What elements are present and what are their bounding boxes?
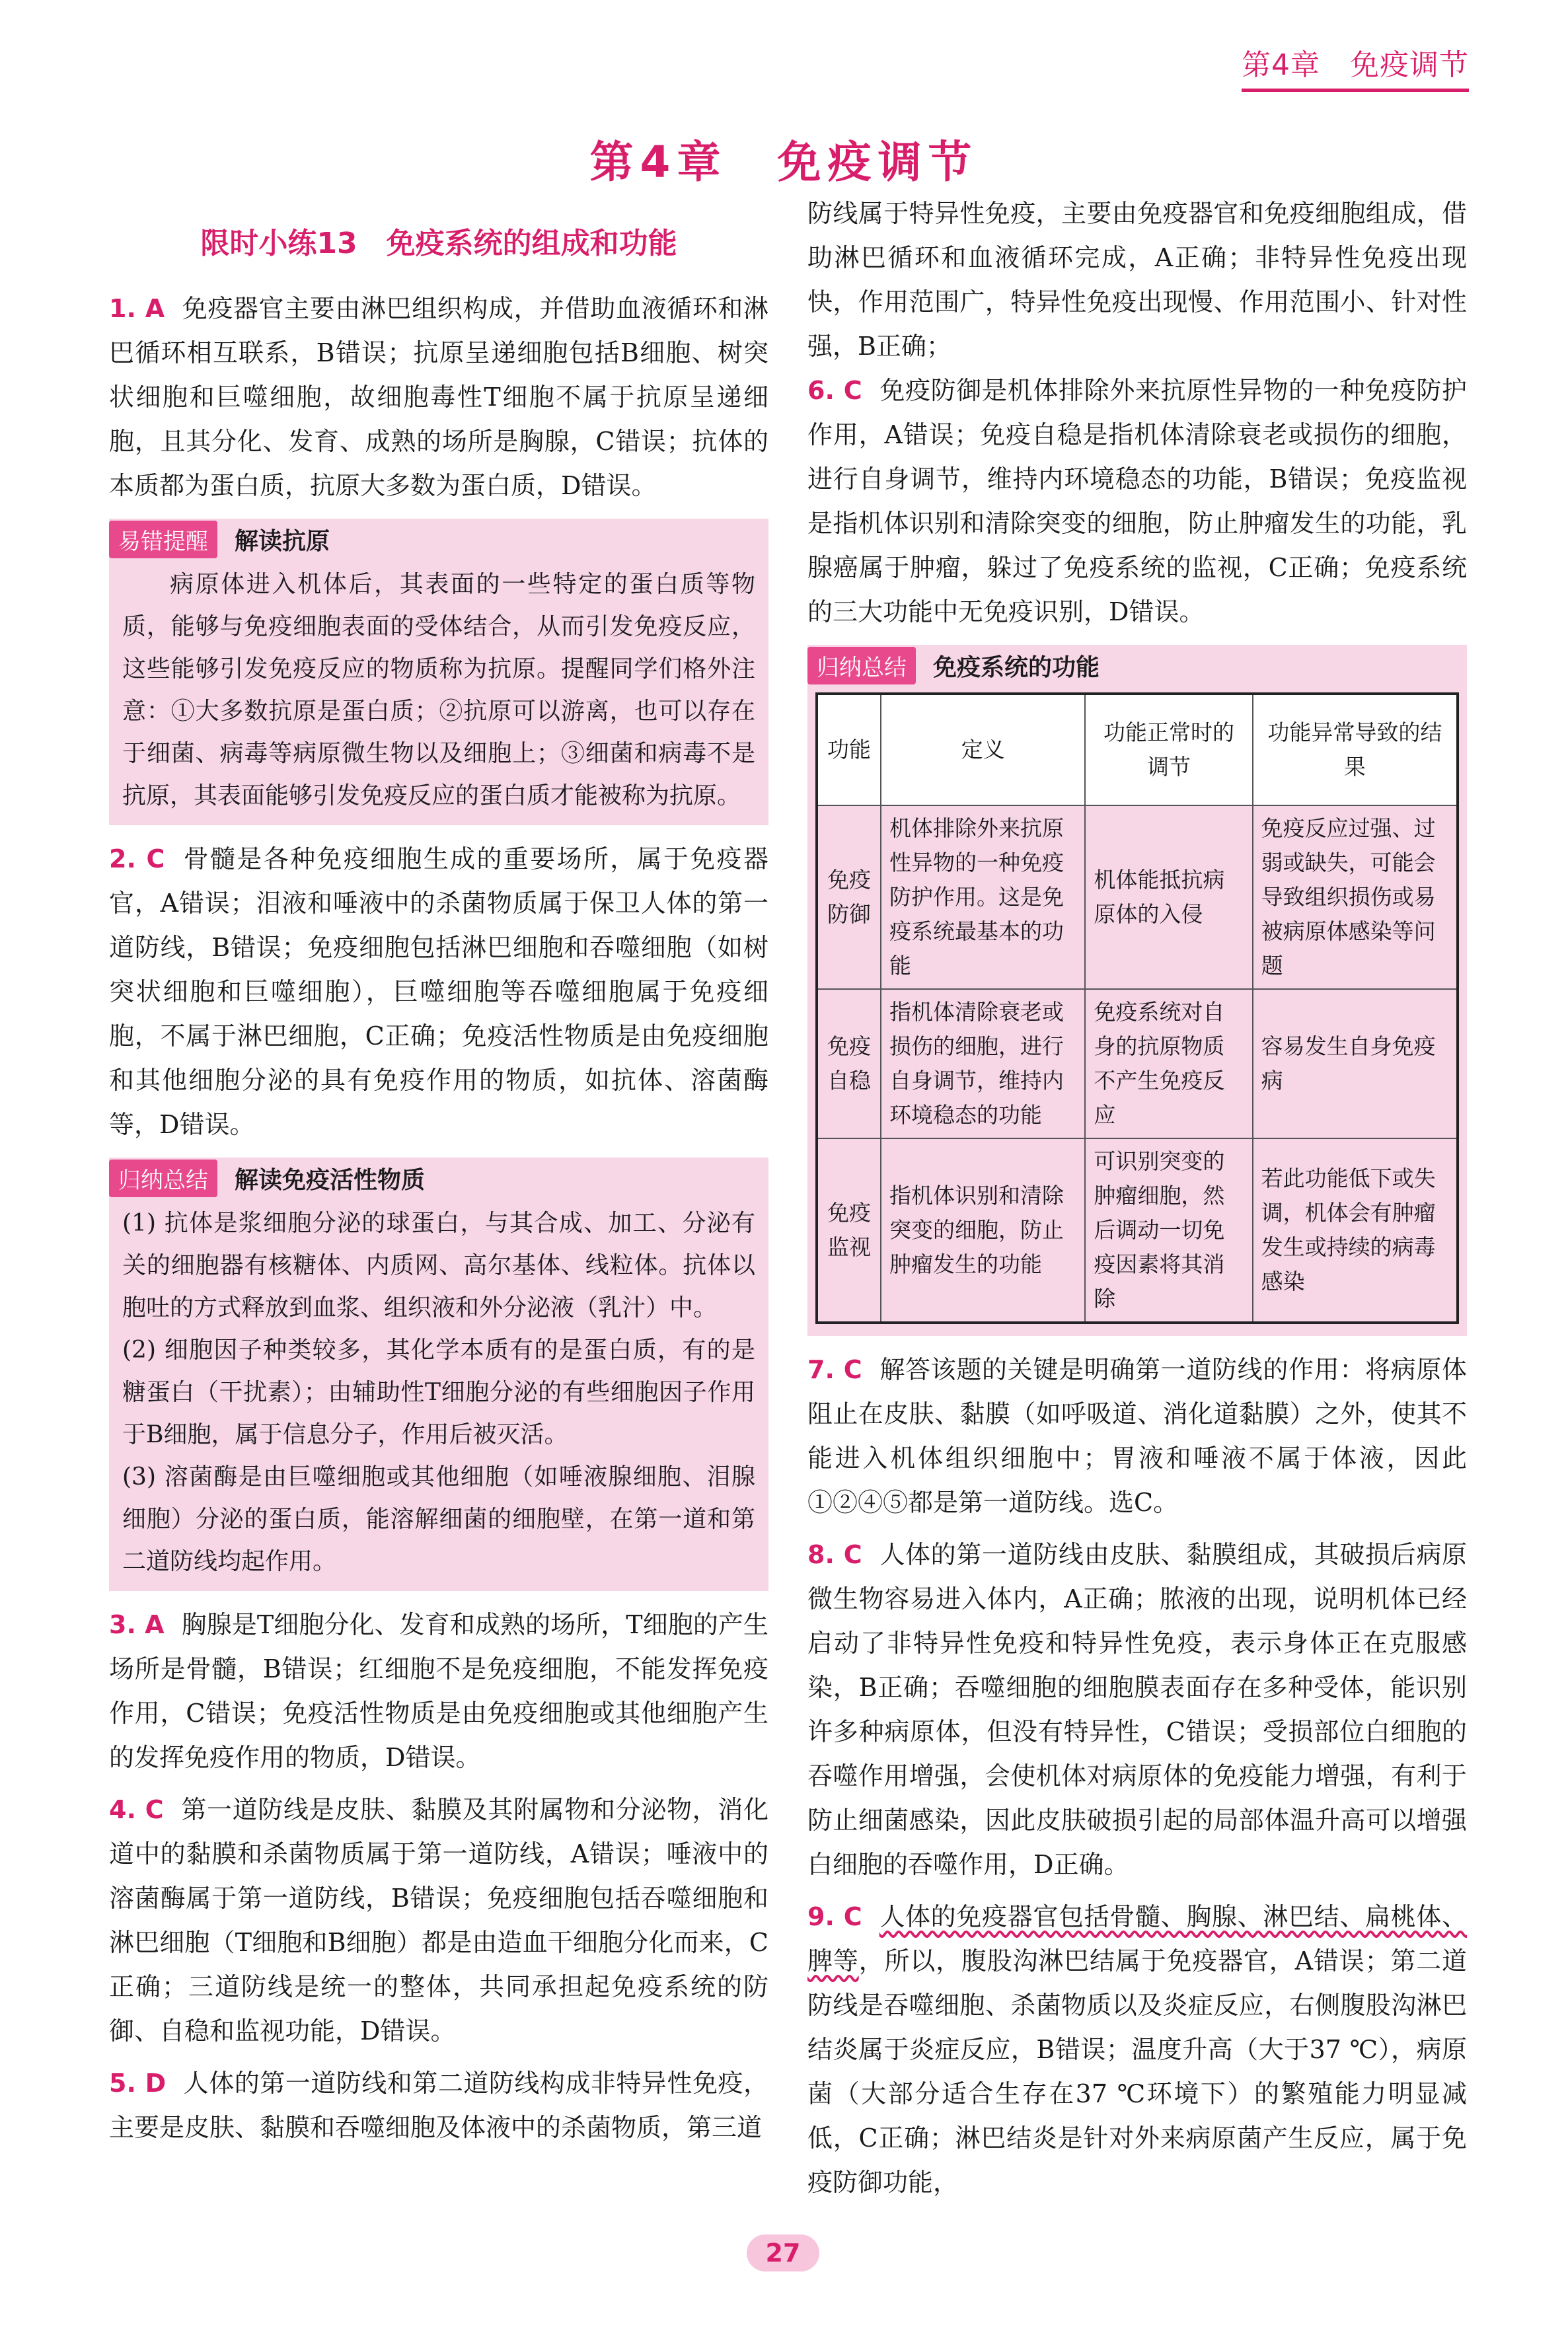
right-column [807,192,1467,2205]
summary-tag: 归纳总结 [109,1160,217,1197]
answer-6-text: 免疫防御是机体排除外来抗原性异物的一种免疫防护作用，A错误；免疫自稳是指机体清除衰老或损伤的细胞，进行自身调节，维持内环境稳态的功能，B错误；免疫监视是指机体识别和清除突变的细胞，防止肿瘤发生的功能，乳腺癌属于肿瘤，躲过了免疫系统的监视，C正确；免疫系统的三大功能中无免疫识别，D错误。 [807,376,1467,626]
table-cell: 免疫自稳 [817,989,881,1138]
table-cell: 免疫反应过强、过弱或缺失，可能会导致组织损伤或易被病原体感染等问题 [1253,805,1458,989]
summary-box-active-substances [109,1158,768,1591]
answer-4-number: 4. C [109,1795,164,1824]
answer-1-text: 免疫器官主要由淋巴组织构成，并借助血液循环和淋巴循环相互联系，B错误；抗原呈递细胞包括B细胞、树突状细胞和巨噬细胞，故细胞毒性T细胞不属于抗原呈递细胞，且其分化、发育、成熟的场所是胸腺，C错误；抗体的本质都为蛋白质，抗原大多数为蛋白质，D错误。 [109,294,768,500]
answer-2-text: 骨髓是各种免疫细胞生成的重要场所，属于免疫器官，A错误；泪液和唾液中的杀菌物质属于保卫人体的第一道防线，B错误；免疫细胞包括淋巴细胞和吞噬细胞（如树突状细胞和巨噬细胞），巨噬细胞等吞噬细胞属于免疫细胞，不属于淋巴细胞，C正确；免疫活性物质是由免疫细胞和其他细胞分泌的具有免疫作用的物质，如抗体、溶菌酶等，D错误。 [109,844,768,1139]
chapter-title: 第4章 免疫调节 [589,137,979,188]
table-cell: 免疫监视 [817,1138,881,1323]
summary-point-1: (1) 抗体是浆细胞分泌的球蛋白，与其合成、加工、分泌有关的细胞器有核糖体、内质网、高尔基体、线粒体。抗体以胞吐的方式释放到血浆、组织液和外分泌液（乳汁）中。 [122,1210,755,1321]
answer-3-text: 胸腺是T细胞分化、发育和成熟的场所，T细胞的产生场所是骨髓，B错误；红细胞不是免疫细胞，不能发挥免疫作用，C错误；免疫活性物质是由免疫细胞或其他细胞产生的发挥免疫作用的物质，D错误。 [109,1610,768,1772]
functions-title: 免疫系统的功能 [933,653,1100,681]
answer-9 [807,1895,1467,2205]
table-cell: 免疫防御 [817,805,881,989]
table-cell: 机体排除外来抗原性异物的一种免疫防护作用。这是免疫系统最基本的功能 [881,805,1085,989]
answer-8-number: 8. C [807,1540,862,1569]
table-header-cell: 功能正常时的调节 [1085,694,1252,805]
table-header-cell: 功能 [817,694,881,805]
tip-body [109,560,768,817]
table-cell: 可识别突变的肿瘤细胞，然后调动一切免疫因素将其消除 [1085,1138,1252,1323]
answer-7-number: 7. C [807,1355,862,1384]
answer-3 [109,1603,768,1780]
answer-8-text: 人体的第一道防线由皮肤、黏膜组成，其破损后病原微生物容易进入体内，A正确；脓液的出现，说明机体已经启动了非特异性免疫和特异性免疫，表示身体正在克服感染，B正确；吞噬细胞的细胞膜表面存在多种受体，能识别许多种病原体，但没有特异性，C错误；受损部位白细胞的吞噬作用增强，会使机体对病原体的免疫能力增强，有利于防止细菌感染，因此皮肤破损引起的局部体温升高可以增强白细胞的吞噬作用，D正确。 [807,1540,1467,1879]
answer-9-number: 9. C [807,1902,862,1931]
answer-7-text: 解答该题的关键是明确第一道防线的作用：将病原体阻止在皮肤、黏膜（如呼吸道、消化道黏膜）之外，使其不能进入机体组织细胞中；胃液和唾液不属于体液，因此①②④⑤都是第一道防线。选C。 [807,1355,1467,1517]
functions-box-header [807,645,1467,686]
answer-6-number: 6. C [807,376,862,405]
answer-9-emphasis: 人体的免疫器官包括骨髓、胸腺、淋巴结、扁桃体、脾等 [807,1902,1467,1975]
answer-1 [109,287,768,508]
functions-table [815,692,1459,1324]
answer-5-continued: 防线属于特异性免疫，主要由免疫器官和免疫细胞组成，借助淋巴循环和血液循环完成，A正确；非特异性免疫出现快，作用范围广，特异性免疫出现慢、作用范围小、针对性强，B正确； [807,199,1467,361]
answer-5-text: 人体的第一道防线和第二道防线构成非特异性免疫，主要是皮肤、黏膜和吞噬细胞及体液中的杀菌物质，第三道 [109,2069,768,2142]
running-header: 第4章 免疫调节 [1242,41,1469,92]
table-cell: 指机体清除衰老或损伤的细胞，进行自身调节，维持内环境稳态的功能 [881,989,1085,1138]
answer-3-number: 3. A [109,1610,165,1639]
page-number: 27 [747,2234,819,2271]
summary-title: 解读免疫活性物质 [235,1166,426,1194]
summary-box-immune-functions [807,645,1467,1336]
summary-point-2: (2) 细胞因子种类较多，其化学本质有的是蛋白质，有的是糖蛋白（干扰素）；由辅助性T细胞分泌的有些细胞因子作用于B细胞，属于信息分子，作用后被灭活。 [122,1337,755,1448]
table-cell: 若此功能低下或失调，机体会有肿瘤发生或持续的病毒感染 [1253,1138,1458,1323]
answer-1-number: 1. A [109,294,165,323]
answer-5-number: 5. D [109,2069,167,2098]
tip-text: 病原体进入机体后，其表面的一些特定的蛋白质等物质，能够与免疫细胞表面的受体结合，从而引发免疫反应，这些能够引发免疫反应的物质称为抗原。提醒同学们格外注意：①大多数抗原是蛋白质；②抗原可以游离，也可以存在于细菌、病毒等病原微生物以及细胞上；③细菌和病毒不是抗原，其表面能够引发免疫反应的蛋白质才能被称为抗原。 [122,571,755,809]
left-column [109,192,768,2150]
answer-6 [807,369,1467,634]
table-row [817,1138,1458,1323]
table-header-row [817,694,1458,805]
table-row [817,805,1458,989]
answer-7 [807,1348,1467,1525]
summary-body [109,1199,768,1583]
functions-tag: 归纳总结 [807,647,916,684]
answer-2-number: 2. C [109,844,165,873]
table-row [817,989,1458,1138]
answer-4 [109,1788,768,2053]
summary-point-3: (3) 溶菌酶是由巨噬细胞或其他细胞（如唾液腺细胞、泪腺细胞）分泌的蛋白质，能溶解细菌的细胞壁，在第一道和第二道防线均起作用。 [122,1463,755,1575]
tip-box-antigen [109,519,768,825]
tip-tag: 易错提醒 [109,521,217,558]
tip-title: 解读抗原 [235,527,330,555]
answer-9-text: ，所以，腹股沟淋巴结属于免疫器官，A错误；第二道防线是吞噬细胞、杀菌物质以及炎症反应，右侧腹股沟淋巴结炎属于炎症反应，B错误；温度升高（大于37 ℃），病原菌（大部分适合生存在37 ℃环境下）的繁殖能力明显减低，C正确；淋巴结炎是针对外来病原菌产生反应，属于免疫防御功能， [807,1946,1467,2197]
table-cell: 免疫系统对自身的抗原物质不产生免疫反应 [1085,989,1252,1138]
table-cell: 机体能抵抗病原体的入侵 [1085,805,1252,989]
answer-2 [109,837,768,1147]
summary-box-header [109,1158,768,1199]
answer-4-text: 第一道防线是皮肤、黏膜及其附属物和分泌物，消化道中的黏膜和杀菌物质属于第一道防线，A错误；唾液中的溶菌酶属于第一道防线，B错误；免疫细胞包括吞噬细胞和淋巴细胞（T细胞和B细胞）都是由造血干细胞分化而来，C正确；三道防线是统一的整体，共同承担起免疫系统的防御、自稳和监视功能，D错误。 [109,1795,768,2046]
answer-8 [807,1533,1467,1887]
section-title: 限时小练13 免疫系统的组成和功能 [200,227,677,260]
table-cell: 指机体识别和清除突变的细胞，防止肿瘤发生的功能 [881,1138,1085,1323]
tip-box-header [109,519,768,560]
table-header-cell: 功能异常导致的结果 [1253,694,1458,805]
table-header-cell: 定义 [881,694,1085,805]
answer-5 [109,2061,768,2150]
table-cell: 容易发生自身免疫病 [1253,989,1458,1138]
